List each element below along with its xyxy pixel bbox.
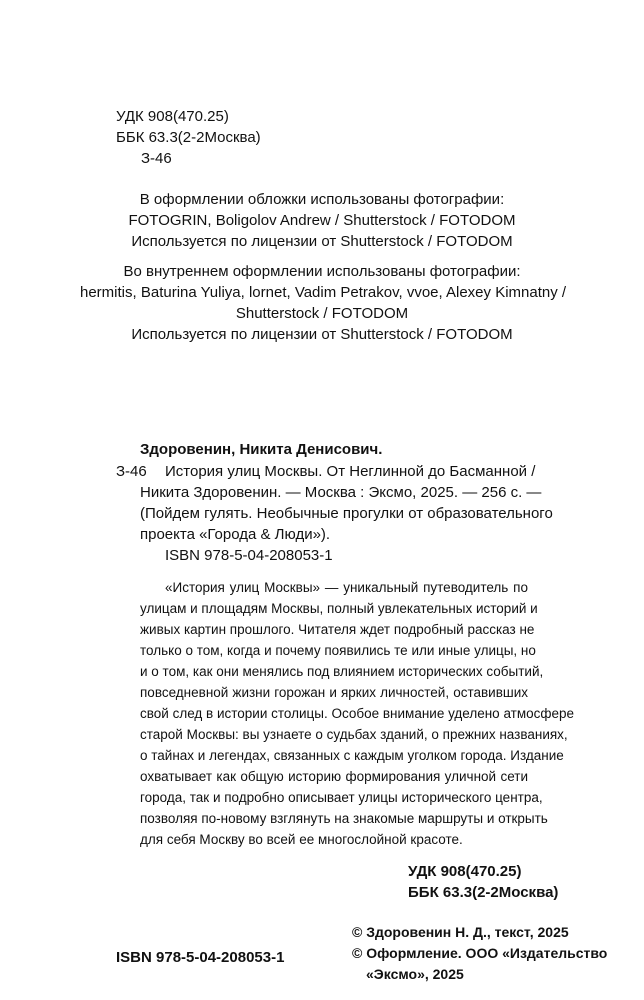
author-mark: З-46	[141, 150, 172, 167]
annotation-line: для себя Москву во всей ее многослойной красоте.	[140, 832, 463, 847]
annotation-line: города, так и подробно описывает улицы исторического центра,	[140, 790, 543, 805]
annotation-line: живых картин прошлого. Читателя ждет подробный рассказ не	[140, 622, 535, 637]
credit-line: Используется по лицензии от Shutterstock / FOTODOM	[131, 326, 513, 343]
annotation-line: позволяя по-новому взглянуть на знакомые маршруты и открыть	[140, 811, 548, 826]
catalog-code: З-46	[116, 463, 147, 480]
catalog-line: Никита Здоровенин. — Москва : Эксмо, 2025. — 256 с. —	[140, 484, 542, 501]
annotation-line: только о том, когда и почему появились те или иные улицы, но	[140, 643, 536, 658]
annotation-line: «История улиц Москвы» — уникальный путеводитель по	[165, 580, 528, 595]
annotation-line: улицам и площадям Москвы, полный увлекательных историй и	[140, 601, 538, 616]
credit-line: FOTOGRIN, Boligolov Andrew / Shutterstock / FOTODOM	[128, 212, 516, 229]
copyright-line: © Оформление. ООО «Издательство	[352, 945, 608, 961]
catalog-line: (Пойдем гулять. Необычные прогулки от образовательного	[140, 505, 553, 522]
copyright-line: © Здоровенин Н. Д., текст, 2025	[352, 924, 569, 940]
annotation-line: свой след в истории столицы. Особое внимание уделено атмосфере	[140, 706, 575, 721]
udk-code: УДК 908(470.25)	[116, 108, 229, 125]
bbk-code: ББК 63.3(2-2Москва)	[408, 884, 559, 901]
isbn: ISBN 978-5-04-208053-1	[116, 949, 285, 966]
annotation-line: и о том, как они менялись под влиянием исторических событий,	[140, 664, 544, 679]
credit-line: Используется по лицензии от Shutterstock / FOTODOM	[131, 233, 513, 250]
credit-line: hermitis, Baturina Yuliya, lornet, Vadim Petrakov, vvoe, Alexey Kimnatny /	[80, 284, 567, 301]
catalog-line: История улиц Москвы. От Неглинной до Басманной /	[165, 463, 536, 480]
annotation-line: охватывает как общую историю формирования уличной сети	[140, 769, 528, 784]
udk-code: УДК 908(470.25)	[408, 863, 522, 880]
catalog-line: проекта «Города & Люди»).	[140, 526, 331, 543]
catalog-author: Здоровенин, Никита Денисович.	[140, 441, 383, 458]
credit-line: Shutterstock / FOTODOM	[235, 305, 409, 322]
credit-line: Во внутреннем оформлении использованы фотографии:	[123, 263, 521, 280]
annotation-line: о тайнах и легендах, связанных с каждым уголком города. Издание	[140, 748, 564, 763]
copyright-line: «Эксмо», 2025	[366, 966, 464, 982]
bbk-code: ББК 63.3(2-2Москва)	[116, 129, 261, 146]
catalog-isbn: ISBN 978-5-04-208053-1	[165, 547, 333, 564]
credit-line: В оформлении обложки использованы фотографии:	[139, 191, 505, 208]
annotation-line: старой Москвы: вы узнаете о судьбах зданий, о прежних названиях,	[140, 727, 568, 742]
annotation-line: повседневной жизни горожан и ярких личностей, оставивших	[140, 685, 528, 700]
